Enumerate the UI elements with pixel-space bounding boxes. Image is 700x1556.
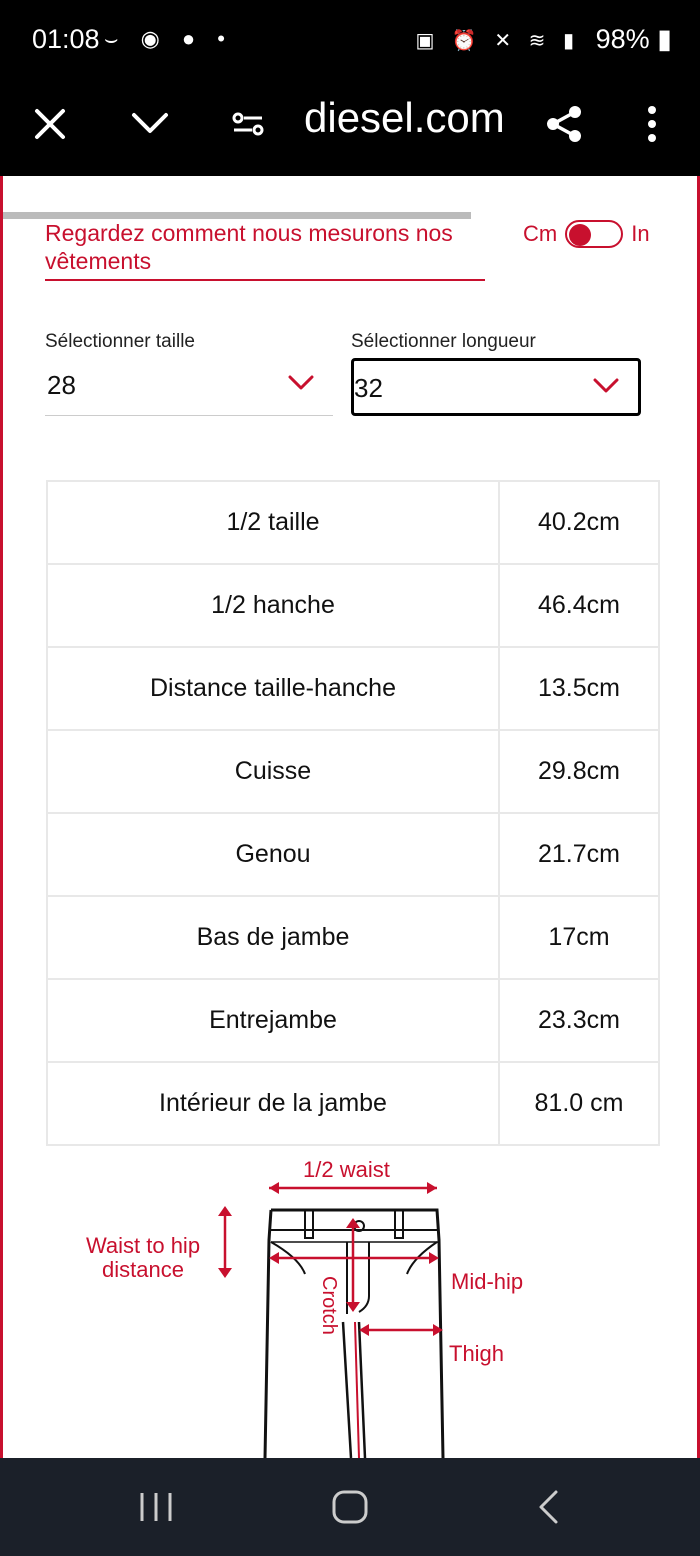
system-nav-bar	[0, 1458, 700, 1556]
length-select-value: 32	[354, 373, 383, 403]
recent-apps-icon[interactable]	[126, 1482, 186, 1532]
table-row	[47, 481, 659, 564]
url-text[interactable]: diesel.com	[304, 94, 505, 141]
close-icon[interactable]	[20, 94, 80, 154]
unit-toggle-group	[523, 220, 650, 248]
browser-toolbar	[0, 78, 700, 176]
status-time: 01:08	[32, 24, 100, 54]
measure-label: 1/2 hanche	[47, 564, 499, 647]
table-row	[47, 813, 659, 896]
measure-label: Bas de jambe	[47, 896, 499, 979]
thigh-label: Thigh	[449, 1341, 505, 1366]
pants-measurement-diagram	[3, 1146, 700, 1458]
pants-illustration	[3, 1146, 700, 1458]
table-row	[47, 1062, 659, 1145]
table-row	[47, 564, 659, 647]
crotch-label: Crotch	[318, 1276, 340, 1335]
length-select-label: Sélectionner longueur	[351, 331, 536, 352]
share-icon[interactable]	[534, 94, 594, 154]
back-icon[interactable]	[518, 1482, 578, 1532]
measure-label: Entrejambe	[47, 979, 499, 1062]
measure-value: 29.8cm	[499, 730, 659, 813]
table-row	[47, 647, 659, 730]
measure-label: 1/2 taille	[47, 481, 499, 564]
system-status-icons: ▣ ⏰ ✕ ≋ ▮	[415, 30, 580, 52]
waist-to-hip-label: Waist to hip distance	[85, 1233, 201, 1282]
half-waist-label: 1/2 waist	[303, 1157, 390, 1182]
measure-value: 17cm	[499, 896, 659, 979]
how-we-measure-link[interactable]: Regardez comment nous mesurons nos vêtements	[45, 219, 485, 281]
measure-value: 40.2cm	[499, 481, 659, 564]
toggle-knob	[569, 224, 591, 246]
site-settings-icon[interactable]	[218, 94, 278, 154]
notification-icons: ⌣ ◉ ● •	[104, 26, 233, 51]
chevron-down-icon	[592, 377, 620, 395]
home-icon[interactable]	[320, 1482, 380, 1532]
chevron-down-icon[interactable]	[120, 94, 180, 154]
scroll-indicator	[3, 212, 471, 219]
measure-label: Cuisse	[47, 730, 499, 813]
measure-value: 21.7cm	[499, 813, 659, 896]
measure-value: 13.5cm	[499, 647, 659, 730]
measure-value: 81.0 cm	[499, 1062, 659, 1145]
battery-level: 98% ▮	[595, 24, 672, 54]
measure-value: 23.3cm	[499, 979, 659, 1062]
mid-hip-label: Mid-hip	[451, 1269, 524, 1294]
table-row	[47, 896, 659, 979]
unit-cm-label: Cm	[523, 221, 558, 246]
size-guide-page	[0, 176, 700, 1458]
unit-in-label: In	[631, 221, 650, 246]
status-bar	[0, 0, 700, 78]
measure-label: Genou	[47, 813, 499, 896]
size-select[interactable]	[45, 358, 333, 416]
length-select[interactable]	[351, 358, 641, 416]
measurements-table	[46, 480, 660, 1146]
size-select-label: Sélectionner taille	[45, 331, 195, 352]
measure-label: Intérieur de la jambe	[47, 1062, 499, 1145]
chevron-down-icon	[287, 374, 315, 392]
more-vert-icon[interactable]	[622, 94, 682, 154]
table-row	[47, 979, 659, 1062]
measure-label: Distance taille-hanche	[47, 647, 499, 730]
size-select-value: 28	[47, 370, 76, 400]
table-row	[47, 730, 659, 813]
measure-value: 46.4cm	[499, 564, 659, 647]
unit-toggle[interactable]	[565, 220, 623, 248]
